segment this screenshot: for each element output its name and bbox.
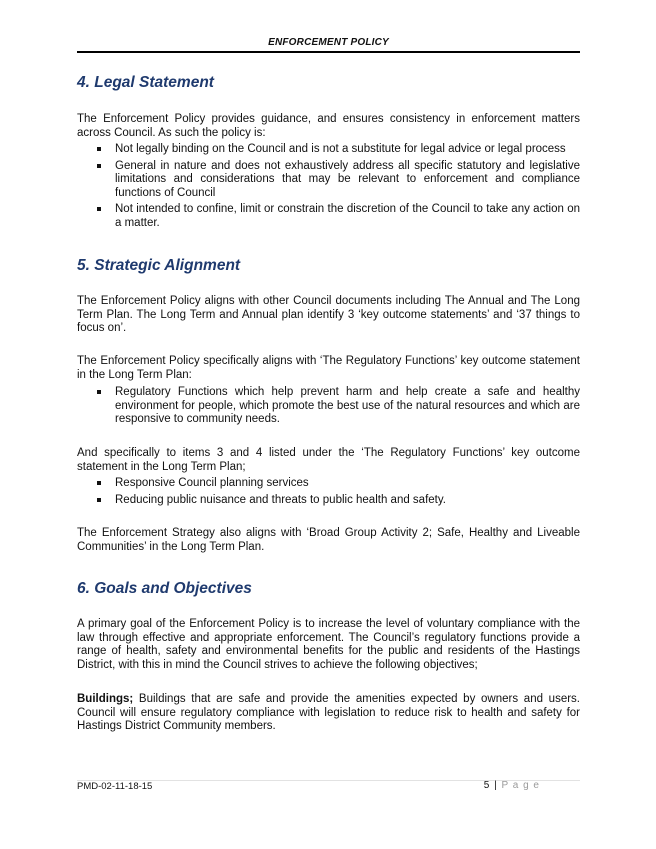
bullet-icon <box>97 207 101 211</box>
list-item <box>97 477 580 491</box>
header-rule <box>77 51 580 53</box>
goals-objectives-p1: A primary goal of the Enforcement Policy is to increase the level of voluntary compliance with the law through effective and appropriate enforcement. The Council’s regulatory functions provide a range of health, safety and environmental benefits for the public and residents of the Hastings District, with this in mind the Council strives to achieve the following objectives; <box>77 618 580 671</box>
buildings-paragraph <box>77 693 580 734</box>
footer-page-indicator <box>484 780 540 791</box>
strategic-alignment-bullets-2 <box>97 477 580 510</box>
bullet-icon <box>97 498 101 502</box>
strategic-alignment-p4: The Enforcement Strategy also aligns with ‘Broad Group Activity 2; Safe, Healthy and Liveable Communities’ in the Long Term Plan. <box>77 527 580 553</box>
legal-statement-intro: The Enforcement Policy provides guidance, and ensures consistency in enforcement matters across Council. As such the policy is: <box>77 113 580 139</box>
bullet-icon <box>97 147 101 151</box>
strategic-alignment-p3: And specifically to items 3 and 4 listed under the ‘The Regulatory Functions’ key outcome statement in the Long Term Plan; <box>77 447 580 473</box>
header-title: ENFORCEMENT POLICY <box>268 37 389 48</box>
list-item-text: Not legally binding on the Council and is not a substitute for legal advice or legal process <box>115 143 566 155</box>
list-item-text: General in nature and does not exhaustively address all specific statutory and legislative limitations and considerations that may be relevant to enforcement and compliance functions of Council <box>115 159 580 199</box>
list-item <box>97 386 580 427</box>
strategic-alignment-p1: The Enforcement Policy aligns with other Council documents including The Annual and The Long Term Plan. The Long Term and Annual plan identify 3 ‘key outcome statements’ and ‘37 things to focus on’. <box>77 295 580 335</box>
section-heading-legal-statement: 4. Legal Statement <box>77 74 214 91</box>
footer-doc-id: PMD-02-11-18-15 <box>77 781 153 792</box>
buildings-label: Buildings; <box>77 693 134 705</box>
list-item-text: Not intended to confine, limit or constrain the discretion of the Council to take any action on a matter. <box>115 203 580 229</box>
list-item <box>97 160 580 201</box>
section-heading-strategic-alignment: 5. Strategic Alignment <box>77 257 241 274</box>
bullet-icon <box>97 390 101 394</box>
list-item-text: Regulatory Functions which help prevent harm and help create a safe and healthy environment for people, which promote the best use of the natural resources and which are responsive to community needs. <box>115 386 580 426</box>
strategic-alignment-p2: The Enforcement Policy specifically aligns with ‘The Regulatory Functions’ key outcome statement in the Long Term Plan: <box>77 355 580 381</box>
list-item-text: Reducing public nuisance and threats to public health and safety. <box>115 493 446 506</box>
bullet-icon <box>97 164 101 168</box>
legal-statement-bullets <box>97 143 580 234</box>
section-heading-goals-objectives: 6. Goals and Objectives <box>77 580 252 597</box>
list-item <box>97 494 580 508</box>
list-item-text: Responsive Council planning services <box>115 477 309 489</box>
page-number: 5 <box>483 780 491 791</box>
bullet-icon <box>97 481 101 485</box>
page-separator: | <box>490 780 502 791</box>
list-item <box>97 143 580 157</box>
page-label: P a g e <box>501 780 540 791</box>
buildings-text: Buildings that are safe and provide the amenities expected by owners and users. Council will ensure regulatory compliance with legislation to reduce risk to health and safety for Hastings District Community members. <box>77 693 580 733</box>
strategic-alignment-bullets-1 <box>97 386 580 430</box>
list-item <box>97 203 580 230</box>
